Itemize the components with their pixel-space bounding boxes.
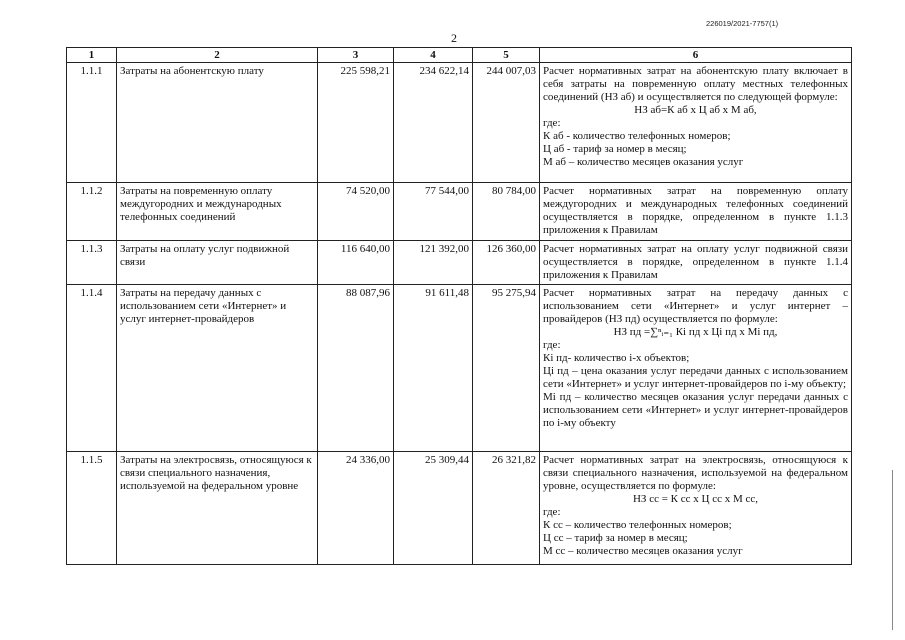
description-intro: Расчет нормативных затрат на электросвязь, относящуюся к связи специального назначения, используемой на федеральном уровне, осуществляется по формуле: bbox=[543, 454, 848, 492]
item-number: 1.1.5 bbox=[67, 452, 117, 565]
definition: Цi пд – цена оказания услуг передачи данных с использованием сети «Интернет» и услуг интернет-провайдеров по i-му объекту; bbox=[543, 365, 848, 390]
formula: НЗ аб=К аб х Ц аб х М аб, bbox=[634, 104, 757, 116]
calculation-description: Расчет нормативных затрат на повременную оплату междугородних и международных телефонных соединений осуществляется в порядке, определенном в пункте 1.1.3 приложения к Правилам bbox=[540, 183, 852, 241]
item-name: Затраты на абонентскую плату bbox=[117, 63, 318, 183]
value-col5: 126 360,00 bbox=[473, 241, 540, 285]
item-number: 1.1.4 bbox=[67, 285, 117, 452]
table-row bbox=[67, 452, 852, 565]
definition: М сс – количество месяцев оказания услуг bbox=[543, 545, 743, 557]
definition: Ц аб - тариф за номер в месяц; bbox=[543, 143, 687, 155]
where-label: где: bbox=[543, 506, 561, 518]
calculation-description: Расчет нормативных затрат на оплату услуг подвижной связи осуществляется в порядке, определенном в пункте 1.1.4 приложения к Правилам bbox=[540, 241, 852, 285]
scan-edge-line bbox=[892, 470, 893, 630]
definition: Ц сс – тариф за номер в месяц; bbox=[543, 532, 688, 544]
calculation-description bbox=[540, 452, 852, 565]
column-header: 3 bbox=[318, 48, 394, 63]
value-col4: 121 392,00 bbox=[394, 241, 473, 285]
value-col4: 91 611,48 bbox=[394, 285, 473, 452]
where-label: где: bbox=[543, 339, 561, 351]
item-number: 1.1.2 bbox=[67, 183, 117, 241]
value-col3: 88 087,96 bbox=[318, 285, 394, 452]
table-row bbox=[67, 241, 852, 285]
page-number: 2 bbox=[451, 31, 457, 45]
column-header: 2 bbox=[117, 48, 318, 63]
table-row bbox=[67, 183, 852, 241]
definition: К аб - количество телефонных номеров; bbox=[543, 130, 731, 142]
column-header: 5 bbox=[473, 48, 540, 63]
description-intro: Расчет нормативных затрат на передачу данных с использованием сети «Интернет» и услуг интернет – провайдеров (НЗ пд) осуществляется по формуле: bbox=[543, 287, 848, 325]
formula: НЗ сс = К сс х Ц сс х М сс, bbox=[632, 493, 759, 505]
where-label: где: bbox=[543, 117, 561, 129]
value-col5: 244 007,03 bbox=[473, 63, 540, 183]
table-row bbox=[67, 63, 852, 183]
value-col3: 116 640,00 bbox=[318, 241, 394, 285]
cost-table bbox=[66, 47, 852, 565]
calculation-description bbox=[540, 63, 852, 183]
table-row bbox=[67, 285, 852, 452]
value-col5: 95 275,94 bbox=[473, 285, 540, 452]
column-header: 6 bbox=[540, 48, 852, 63]
formula: НЗ пд =∑ⁿᵢ₌₁ Кi пд х Цi пд х Мi пд, bbox=[613, 326, 778, 338]
description-intro: Расчет нормативных затрат на абонентскую плату включает в себя затраты на повременную оплату местных телефонных соединений (НЗ аб) и осуществляется по следующей формуле: bbox=[543, 65, 848, 103]
value-col3: 24 336,00 bbox=[318, 452, 394, 565]
document-number: 226019/2021-7757(1) bbox=[706, 19, 779, 28]
column-header: 4 bbox=[394, 48, 473, 63]
value-col4: 25 309,44 bbox=[394, 452, 473, 565]
value-col3: 74 520,00 bbox=[318, 183, 394, 241]
table-header-row bbox=[67, 48, 852, 63]
value-col4: 234 622,14 bbox=[394, 63, 473, 183]
calculation-description bbox=[540, 285, 852, 452]
definition: Кi пд- количество i-х объектов; bbox=[543, 352, 690, 364]
item-name: Затраты на передачу данных с использованием сети «Интернет» и услуг интернет-провайдеров bbox=[117, 285, 318, 452]
item-name: Затраты на электросвязь, относящуюся к связи специального назначения, используемой на федеральном уровне bbox=[117, 452, 318, 565]
definition: Мi пд – количество месяцев оказания услуг передачи данных с использованием сети «Интернет» и услуг интернет-провайдеров по i-му объекту bbox=[543, 391, 848, 429]
item-number: 1.1.3 bbox=[67, 241, 117, 285]
item-name: Затраты на повременную оплату междугородних и международных телефонных соединений bbox=[117, 183, 318, 241]
item-number: 1.1.1 bbox=[67, 63, 117, 183]
column-header: 1 bbox=[67, 48, 117, 63]
value-col5: 80 784,00 bbox=[473, 183, 540, 241]
definition: К сс – количество телефонных номеров; bbox=[543, 519, 732, 531]
value-col4: 77 544,00 bbox=[394, 183, 473, 241]
item-name: Затраты на оплату услуг подвижной связи bbox=[117, 241, 318, 285]
value-col3: 225 598,21 bbox=[318, 63, 394, 183]
value-col5: 26 321,82 bbox=[473, 452, 540, 565]
definition: М аб – количество месяцев оказания услуг bbox=[543, 156, 744, 168]
